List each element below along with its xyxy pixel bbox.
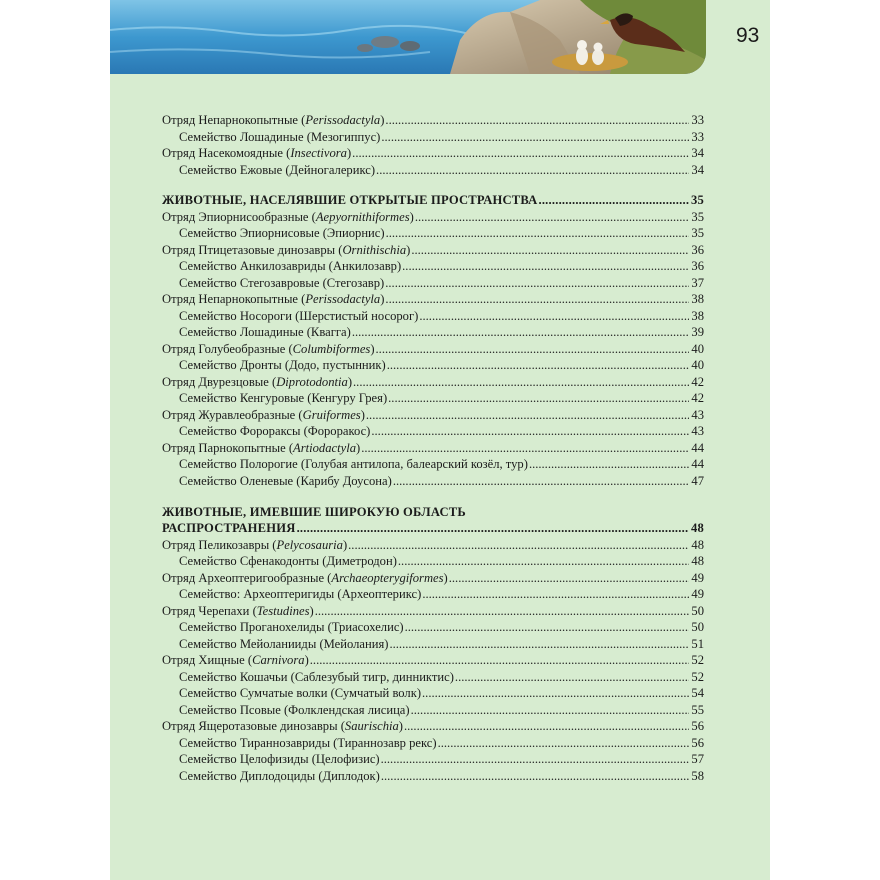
entry-title bbox=[179, 586, 421, 603]
toc-family-entry[interactable] bbox=[162, 258, 704, 275]
entry-page: 34 bbox=[691, 162, 704, 177]
entry-title bbox=[162, 440, 360, 457]
entry-name: Семейство Ежовые (Дейногалерикс) bbox=[179, 162, 376, 177]
toc-order-entry[interactable] bbox=[162, 652, 704, 669]
entry-title bbox=[179, 423, 370, 440]
leader-dots bbox=[381, 751, 689, 768]
entry-page: 48 bbox=[691, 554, 704, 568]
entry-latin-name: Diprotodontia bbox=[276, 374, 348, 389]
entry-name: Семейство Мейоланииды (Мейолания) bbox=[179, 636, 389, 651]
entry-page: 52 bbox=[691, 653, 704, 667]
entry-page: 58 bbox=[691, 768, 704, 783]
entry-page: 57 bbox=[691, 752, 704, 766]
toc-family-entry[interactable] bbox=[162, 308, 704, 325]
entry-name: Отряд Пеликозавры ( bbox=[162, 537, 277, 552]
leader-dots bbox=[310, 652, 689, 669]
entry-latin-name: Columbiformes bbox=[292, 341, 371, 356]
toc-section-wide-range-line2[interactable] bbox=[162, 520, 704, 537]
entry-title bbox=[179, 619, 404, 636]
entry-title bbox=[179, 129, 380, 146]
leader-dots bbox=[385, 112, 689, 129]
entry-close-paren: ) bbox=[346, 146, 352, 160]
entry-name: Семейство Оленевые (Карибу Доусона) bbox=[179, 473, 392, 488]
entry-close-paren: ) bbox=[360, 407, 365, 422]
toc-order-entry[interactable] bbox=[162, 341, 704, 358]
leader-dots bbox=[529, 456, 689, 473]
toc-family-entry[interactable] bbox=[162, 129, 704, 146]
toc-family-entry[interactable] bbox=[162, 275, 704, 292]
entry-name: Семейство Полорогие (Голубая антилопа, балеарский козёл, тур) bbox=[179, 457, 528, 471]
entry-page: 35 bbox=[691, 226, 704, 240]
entry-title bbox=[179, 162, 375, 179]
toc-group-1 bbox=[162, 112, 704, 178]
toc-family-entry[interactable] bbox=[162, 636, 704, 653]
entry-page: 42 bbox=[691, 391, 704, 405]
toc-family-entry[interactable] bbox=[162, 324, 704, 341]
entry-close-paren: ) bbox=[398, 719, 403, 733]
toc-section-open-spaces[interactable] bbox=[162, 192, 704, 209]
entry-close-paren: ) bbox=[347, 374, 353, 389]
entry-title bbox=[162, 407, 365, 424]
entry-close-paren: ) bbox=[406, 242, 411, 257]
entry-close-paren: ) bbox=[309, 603, 314, 618]
leader-dots bbox=[353, 374, 689, 391]
entry-title bbox=[162, 374, 352, 391]
leader-dots bbox=[411, 242, 689, 259]
entry-name: Семейство Эпиорнисовые (Эпиорнис) bbox=[179, 226, 385, 240]
entry-close-paren: ) bbox=[304, 653, 309, 667]
entry-title bbox=[162, 291, 384, 308]
leader-dots bbox=[352, 145, 689, 162]
leader-dots bbox=[385, 291, 689, 308]
entry-page: 43 bbox=[691, 407, 704, 422]
leader-dots bbox=[389, 636, 689, 653]
entry-close-paren: ) bbox=[409, 209, 414, 224]
entry-page: 40 bbox=[691, 358, 704, 372]
entry-page: 56 bbox=[691, 719, 704, 733]
toc-group-3 bbox=[162, 537, 704, 785]
entry-title bbox=[179, 324, 351, 341]
entry-title bbox=[179, 669, 454, 686]
entry-page: 38 bbox=[691, 292, 704, 306]
entry-name: Отряд Голубеобразные ( bbox=[162, 341, 293, 356]
entry-title bbox=[179, 456, 528, 473]
leader-dots bbox=[371, 423, 689, 440]
entry-page: 47 bbox=[691, 473, 704, 488]
entry-name: Отряд Черепахи ( bbox=[162, 603, 257, 618]
entry-close-paren: ) bbox=[380, 113, 385, 127]
entry-name: Семейство: Археоптеригиды (Археоптерикс) bbox=[179, 587, 422, 601]
entry-page: 36 bbox=[691, 242, 704, 257]
entry-latin-name: Ornithischia bbox=[342, 242, 407, 257]
section-title-line2: РАСПРОСТРАНЕНИЯ bbox=[162, 521, 296, 535]
leader-dots bbox=[404, 718, 689, 735]
toc-section-wide-range-line1[interactable] bbox=[162, 504, 704, 521]
leader-dots bbox=[422, 586, 689, 603]
entry-title bbox=[162, 718, 403, 735]
spacer bbox=[162, 489, 704, 504]
page-number: 93 bbox=[736, 24, 760, 47]
entry-name: Семейство Кошачьи (Саблезубый тигр, динниктис) bbox=[179, 669, 454, 684]
entry-name: Семейство Проганохелиды (Триасохелис) bbox=[179, 620, 404, 634]
entry-title bbox=[162, 341, 375, 358]
entry-name: Семейство Лошадиные (Квагга) bbox=[179, 325, 351, 339]
entry-title bbox=[179, 308, 418, 325]
toc-order-entry[interactable] bbox=[162, 537, 704, 554]
entry-page: 49 bbox=[691, 570, 704, 585]
leader-dots bbox=[315, 603, 689, 620]
toc-order-entry[interactable] bbox=[162, 291, 704, 308]
entry-name: Отряд Непарнокопытные ( bbox=[162, 113, 306, 127]
leader-dots bbox=[387, 357, 689, 374]
entry-page: 50 bbox=[691, 603, 704, 618]
toc-family-entry[interactable] bbox=[162, 751, 704, 768]
entry-latin-name: Archaeopterygiformes bbox=[331, 570, 444, 585]
entry-close-paren: ) bbox=[443, 570, 448, 585]
entry-latin-name: Perissodactyla bbox=[305, 292, 381, 306]
entry-name: Семейство Тираннозавриды (Тираннозавр рекс) bbox=[179, 735, 437, 750]
coastline-bird-illustration-icon bbox=[110, 0, 706, 74]
leader-dots bbox=[385, 275, 689, 292]
toc-order-entry[interactable] bbox=[162, 209, 704, 226]
entry-title bbox=[179, 357, 386, 374]
toc-order-entry[interactable] bbox=[162, 242, 704, 259]
entry-name: Семейство Носороги (Шерстистый носорог) bbox=[179, 308, 419, 323]
toc-family-entry[interactable] bbox=[162, 456, 704, 473]
entry-page: 50 bbox=[691, 620, 704, 634]
toc-family-entry[interactable] bbox=[162, 553, 704, 570]
leader-dots bbox=[419, 308, 689, 325]
entry-page: 37 bbox=[691, 275, 704, 290]
entry-title bbox=[162, 570, 448, 587]
entry-page: 35 bbox=[691, 209, 704, 224]
toc-order-entry[interactable] bbox=[162, 570, 704, 587]
entry-close-paren: ) bbox=[380, 292, 385, 306]
entry-page: 52 bbox=[691, 669, 704, 684]
entry-name: Отряд Птицетазовые динозавры ( bbox=[162, 242, 343, 257]
entry-title bbox=[179, 258, 401, 275]
toc-family-entry[interactable] bbox=[162, 162, 704, 179]
leader-dots bbox=[402, 258, 689, 275]
entry-page: 48 bbox=[691, 537, 704, 552]
leader-dots bbox=[438, 735, 689, 752]
entry-latin-name: Testudines bbox=[256, 603, 310, 618]
entry-name: Семейство Лошадиные (Мезогиппус) bbox=[179, 129, 381, 144]
entry-name: Семейство Кенгуровые (Кенгуру Грея) bbox=[179, 391, 388, 405]
entry-latin-name: Gruiformes bbox=[302, 407, 361, 422]
leader-dots bbox=[422, 685, 689, 702]
leader-dots bbox=[361, 440, 689, 457]
leader-dots bbox=[398, 553, 689, 570]
leader-dots bbox=[538, 192, 689, 209]
entry-latin-name: Carnivora bbox=[252, 653, 305, 667]
entry-title bbox=[179, 225, 385, 242]
entry-page: 54 bbox=[691, 686, 704, 700]
entry-name: Семейство Диплодоциды (Диплодок) bbox=[179, 768, 380, 783]
entry-name: Семейство Целофизиды (Целофизис) bbox=[179, 752, 380, 766]
entry-title bbox=[179, 473, 392, 490]
entry-page: 38 bbox=[691, 308, 704, 323]
entry-close-paren: ) bbox=[356, 440, 361, 455]
leader-dots bbox=[366, 407, 689, 424]
entry-page: 33 bbox=[691, 113, 704, 127]
leader-dots bbox=[381, 129, 689, 146]
entry-title bbox=[162, 242, 410, 259]
entry-page: 36 bbox=[691, 259, 704, 273]
entry-name: Отряд Журавлеобразные ( bbox=[162, 407, 303, 422]
toc-family-entry[interactable] bbox=[162, 357, 704, 374]
leader-dots bbox=[411, 702, 689, 719]
entry-name: Отряд Археоптеригообразные ( bbox=[162, 570, 332, 585]
entry-title bbox=[179, 735, 437, 752]
toc-order-entry[interactable] bbox=[162, 407, 704, 424]
leader-dots bbox=[297, 520, 689, 537]
entry-page: 43 bbox=[691, 424, 704, 438]
leader-dots bbox=[455, 669, 689, 686]
leader-dots bbox=[348, 537, 689, 554]
entry-name: Отряд Хищные ( bbox=[162, 653, 253, 667]
leader-dots bbox=[376, 162, 689, 179]
leader-dots bbox=[352, 324, 689, 341]
spacer bbox=[162, 178, 704, 192]
entry-name: Отряд Парнокопытные ( bbox=[162, 440, 294, 455]
leader-dots bbox=[393, 473, 689, 490]
entry-title bbox=[162, 112, 384, 129]
leader-dots bbox=[405, 619, 689, 636]
toc-order-entry[interactable] bbox=[162, 112, 704, 129]
entry-page: 39 bbox=[691, 325, 704, 339]
entry-latin-name: Saurischia bbox=[344, 719, 399, 733]
entry-latin-name: Artiodactyla bbox=[293, 440, 356, 455]
table-of-contents bbox=[162, 112, 704, 784]
entry-name: Отряд Эпиорнисообразные ( bbox=[162, 209, 316, 224]
entry-page: 56 bbox=[691, 735, 704, 750]
entry-title bbox=[179, 636, 388, 653]
entry-page: 55 bbox=[691, 702, 704, 717]
toc-group-2 bbox=[162, 209, 704, 490]
entry-page: 44 bbox=[691, 457, 704, 471]
entry-page: 34 bbox=[691, 146, 704, 160]
entry-name: Семейство Форораксы (Фороракос) bbox=[179, 424, 371, 438]
entry-close-paren: ) bbox=[342, 537, 348, 552]
entry-title bbox=[179, 553, 397, 570]
entry-title bbox=[162, 209, 414, 226]
toc-order-entry[interactable] bbox=[162, 440, 704, 457]
toc-order-entry[interactable] bbox=[162, 145, 704, 162]
entry-name: Семейство Сумчатые волки (Сумчатый волк) bbox=[179, 686, 422, 700]
entry-page: 49 bbox=[691, 587, 704, 601]
entry-title bbox=[179, 390, 387, 407]
entry-page: 51 bbox=[691, 636, 704, 651]
entry-title bbox=[162, 652, 309, 669]
leader-dots bbox=[415, 209, 689, 226]
toc-order-entry[interactable] bbox=[162, 718, 704, 735]
entry-name: Семейство Анкилозавриды (Анкилозавр) bbox=[179, 259, 402, 273]
toc-family-entry[interactable] bbox=[162, 473, 704, 490]
entry-name: Семейство Дронты (Додо, пустынник) bbox=[179, 358, 386, 372]
toc-family-entry[interactable] bbox=[162, 735, 704, 752]
entry-name: Отряд Насекомоядные ( bbox=[162, 146, 291, 160]
toc-order-entry[interactable] bbox=[162, 603, 704, 620]
toc-family-entry[interactable] bbox=[162, 702, 704, 719]
entry-name: Семейство Псовые (Фолклендская лисица) bbox=[179, 702, 410, 717]
entry-title bbox=[162, 603, 314, 620]
entry-page: 40 bbox=[691, 341, 704, 356]
entry-title bbox=[179, 751, 380, 768]
leader-dots bbox=[449, 570, 689, 587]
entry-title bbox=[179, 275, 384, 292]
banner-illustration bbox=[110, 0, 706, 74]
toc-family-entry[interactable] bbox=[162, 768, 704, 785]
toc-order-entry[interactable] bbox=[162, 374, 704, 391]
entry-name: Семейство Сфенакодонты (Диметродон) bbox=[179, 554, 397, 568]
toc-family-entry[interactable] bbox=[162, 619, 704, 636]
entry-page: 33 bbox=[691, 129, 704, 144]
entry-page: 44 bbox=[691, 440, 704, 455]
leader-dots bbox=[388, 390, 689, 407]
entry-title bbox=[179, 685, 421, 702]
entry-title bbox=[179, 702, 410, 719]
toc-family-entry[interactable] bbox=[162, 586, 704, 603]
toc-family-entry[interactable] bbox=[162, 423, 704, 440]
entry-title bbox=[179, 768, 380, 785]
entry-latin-name: Aepyornithiformes bbox=[315, 209, 410, 224]
entry-title bbox=[162, 537, 347, 554]
toc-family-entry[interactable] bbox=[162, 225, 704, 242]
section-page: 48 bbox=[691, 521, 704, 535]
leader-dots bbox=[381, 768, 689, 785]
entry-name: Отряд Непарнокопытные ( bbox=[162, 292, 306, 306]
entry-close-paren: ) bbox=[370, 341, 375, 356]
section-title-line1: ЖИВОТНЫЕ, ИМЕВШИЕ ШИРОКУЮ ОБЛАСТЬ bbox=[162, 504, 466, 519]
section-page: 35 bbox=[691, 193, 704, 207]
entry-name: Отряд Двурезцовые ( bbox=[162, 374, 277, 389]
entry-name: Семейство Стегозавровые (Стегозавр) bbox=[179, 275, 385, 290]
toc-family-entry[interactable] bbox=[162, 390, 704, 407]
toc-family-entry[interactable] bbox=[162, 685, 704, 702]
entry-page: 42 bbox=[691, 374, 704, 389]
entry-latin-name: Pelycosauria bbox=[276, 537, 343, 552]
leader-dots bbox=[376, 341, 689, 358]
toc-family-entry[interactable] bbox=[162, 669, 704, 686]
entry-latin-name: Insectivora bbox=[290, 146, 347, 160]
section-title: ЖИВОТНЫЕ, НАСЕЛЯВШИЕ ОТКРЫТЫЕ ПРОСТРАНСТВА bbox=[162, 193, 538, 207]
entry-name: Отряд Ящеротазовые динозавры ( bbox=[162, 719, 345, 733]
leader-dots bbox=[386, 225, 689, 242]
entry-title bbox=[162, 145, 351, 162]
entry-latin-name: Perissodactyla bbox=[305, 113, 381, 127]
